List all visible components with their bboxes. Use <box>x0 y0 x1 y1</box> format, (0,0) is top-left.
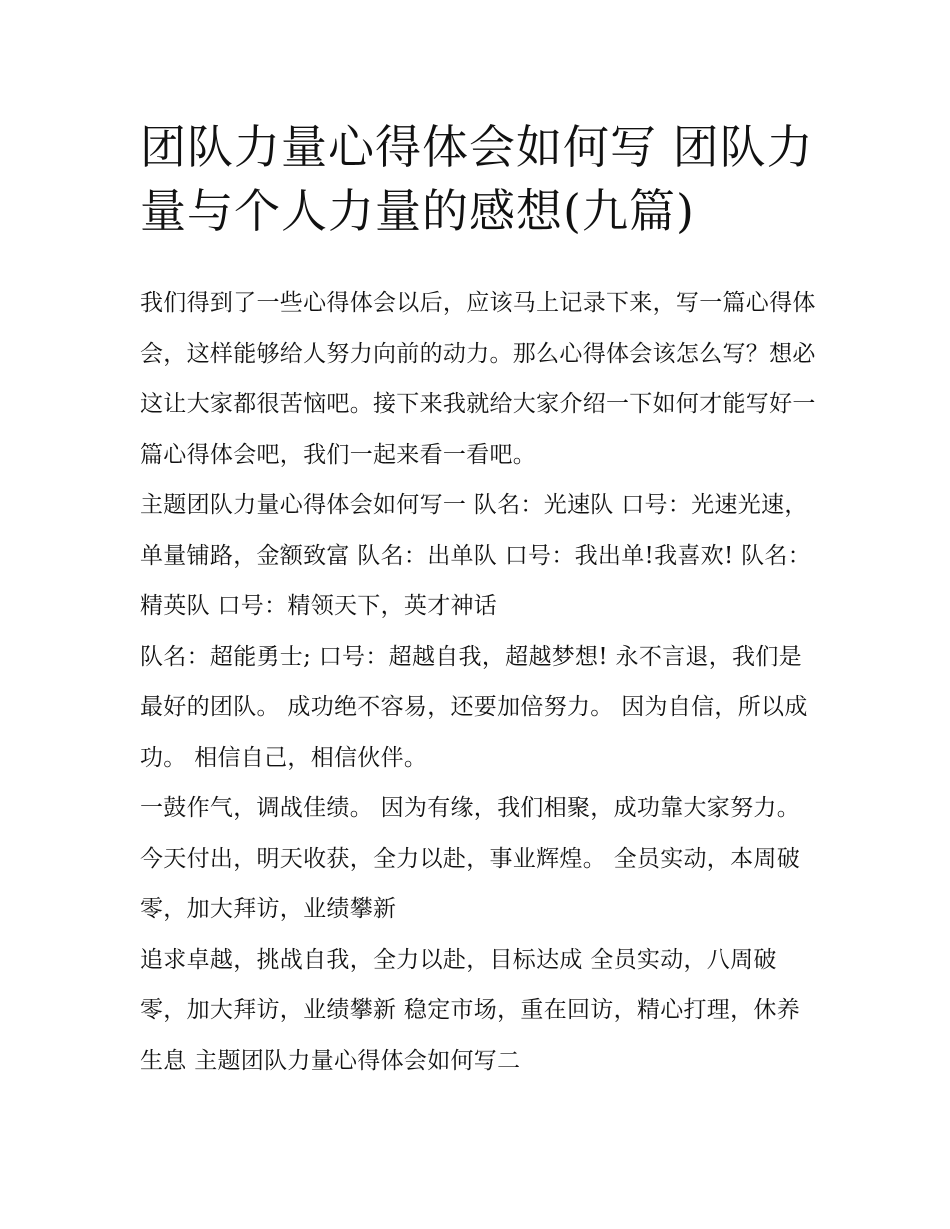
document-body <box>140 278 820 1086</box>
paragraph-intro: 我们得到了一些心得体会以后，应该马上记录下来，写一篇心得体会，这样能够给人努力向前的动力。那么心得体会该怎么写？想必这让大家都很苦恼吧。接下来我就给大家介绍一下如何才能写好一篇心得体会吧，我们一起来看一看吧。 <box>140 290 816 468</box>
paragraph-team-slogans-4: 追求卓越，挑战自我，全力以赴，目标达成 全员实动，八周破零，加大拜访，业绩攀新 稳定市场，重在回访，精心打理，休养生息 主题团队力量心得体会如何写二 <box>140 946 801 1074</box>
paragraph-team-slogans-3: 一鼓作气，调战佳绩。 因为有缘，我们相聚，成功靠大家努力。 今天付出，明天收获，全力以赴，事业辉煌。 全员实动，本周破零，加大拜访，业绩攀新 <box>140 795 801 922</box>
document-title: 团队力量心得体会如何写 团队力量与个人力量的感想(九篇) <box>140 120 814 238</box>
paragraph-team-slogans-2: 队名：超能勇士; 口号：超越自我，超越梦想! 永不言退，我们是最好的团队。 成功绝不容易，还要加倍努力。 因为自信，所以成功。 相信自己，相信伙伴。 <box>140 643 808 771</box>
paragraph-team-slogans-1: 主题团队力量心得体会如何写一 队名：光速队 口号：光速光速，单量铺路，金额致富 队名：出单队 口号：我出单!我喜欢! 队名：精英队 口号：精领天下，英才神话 <box>140 492 812 619</box>
